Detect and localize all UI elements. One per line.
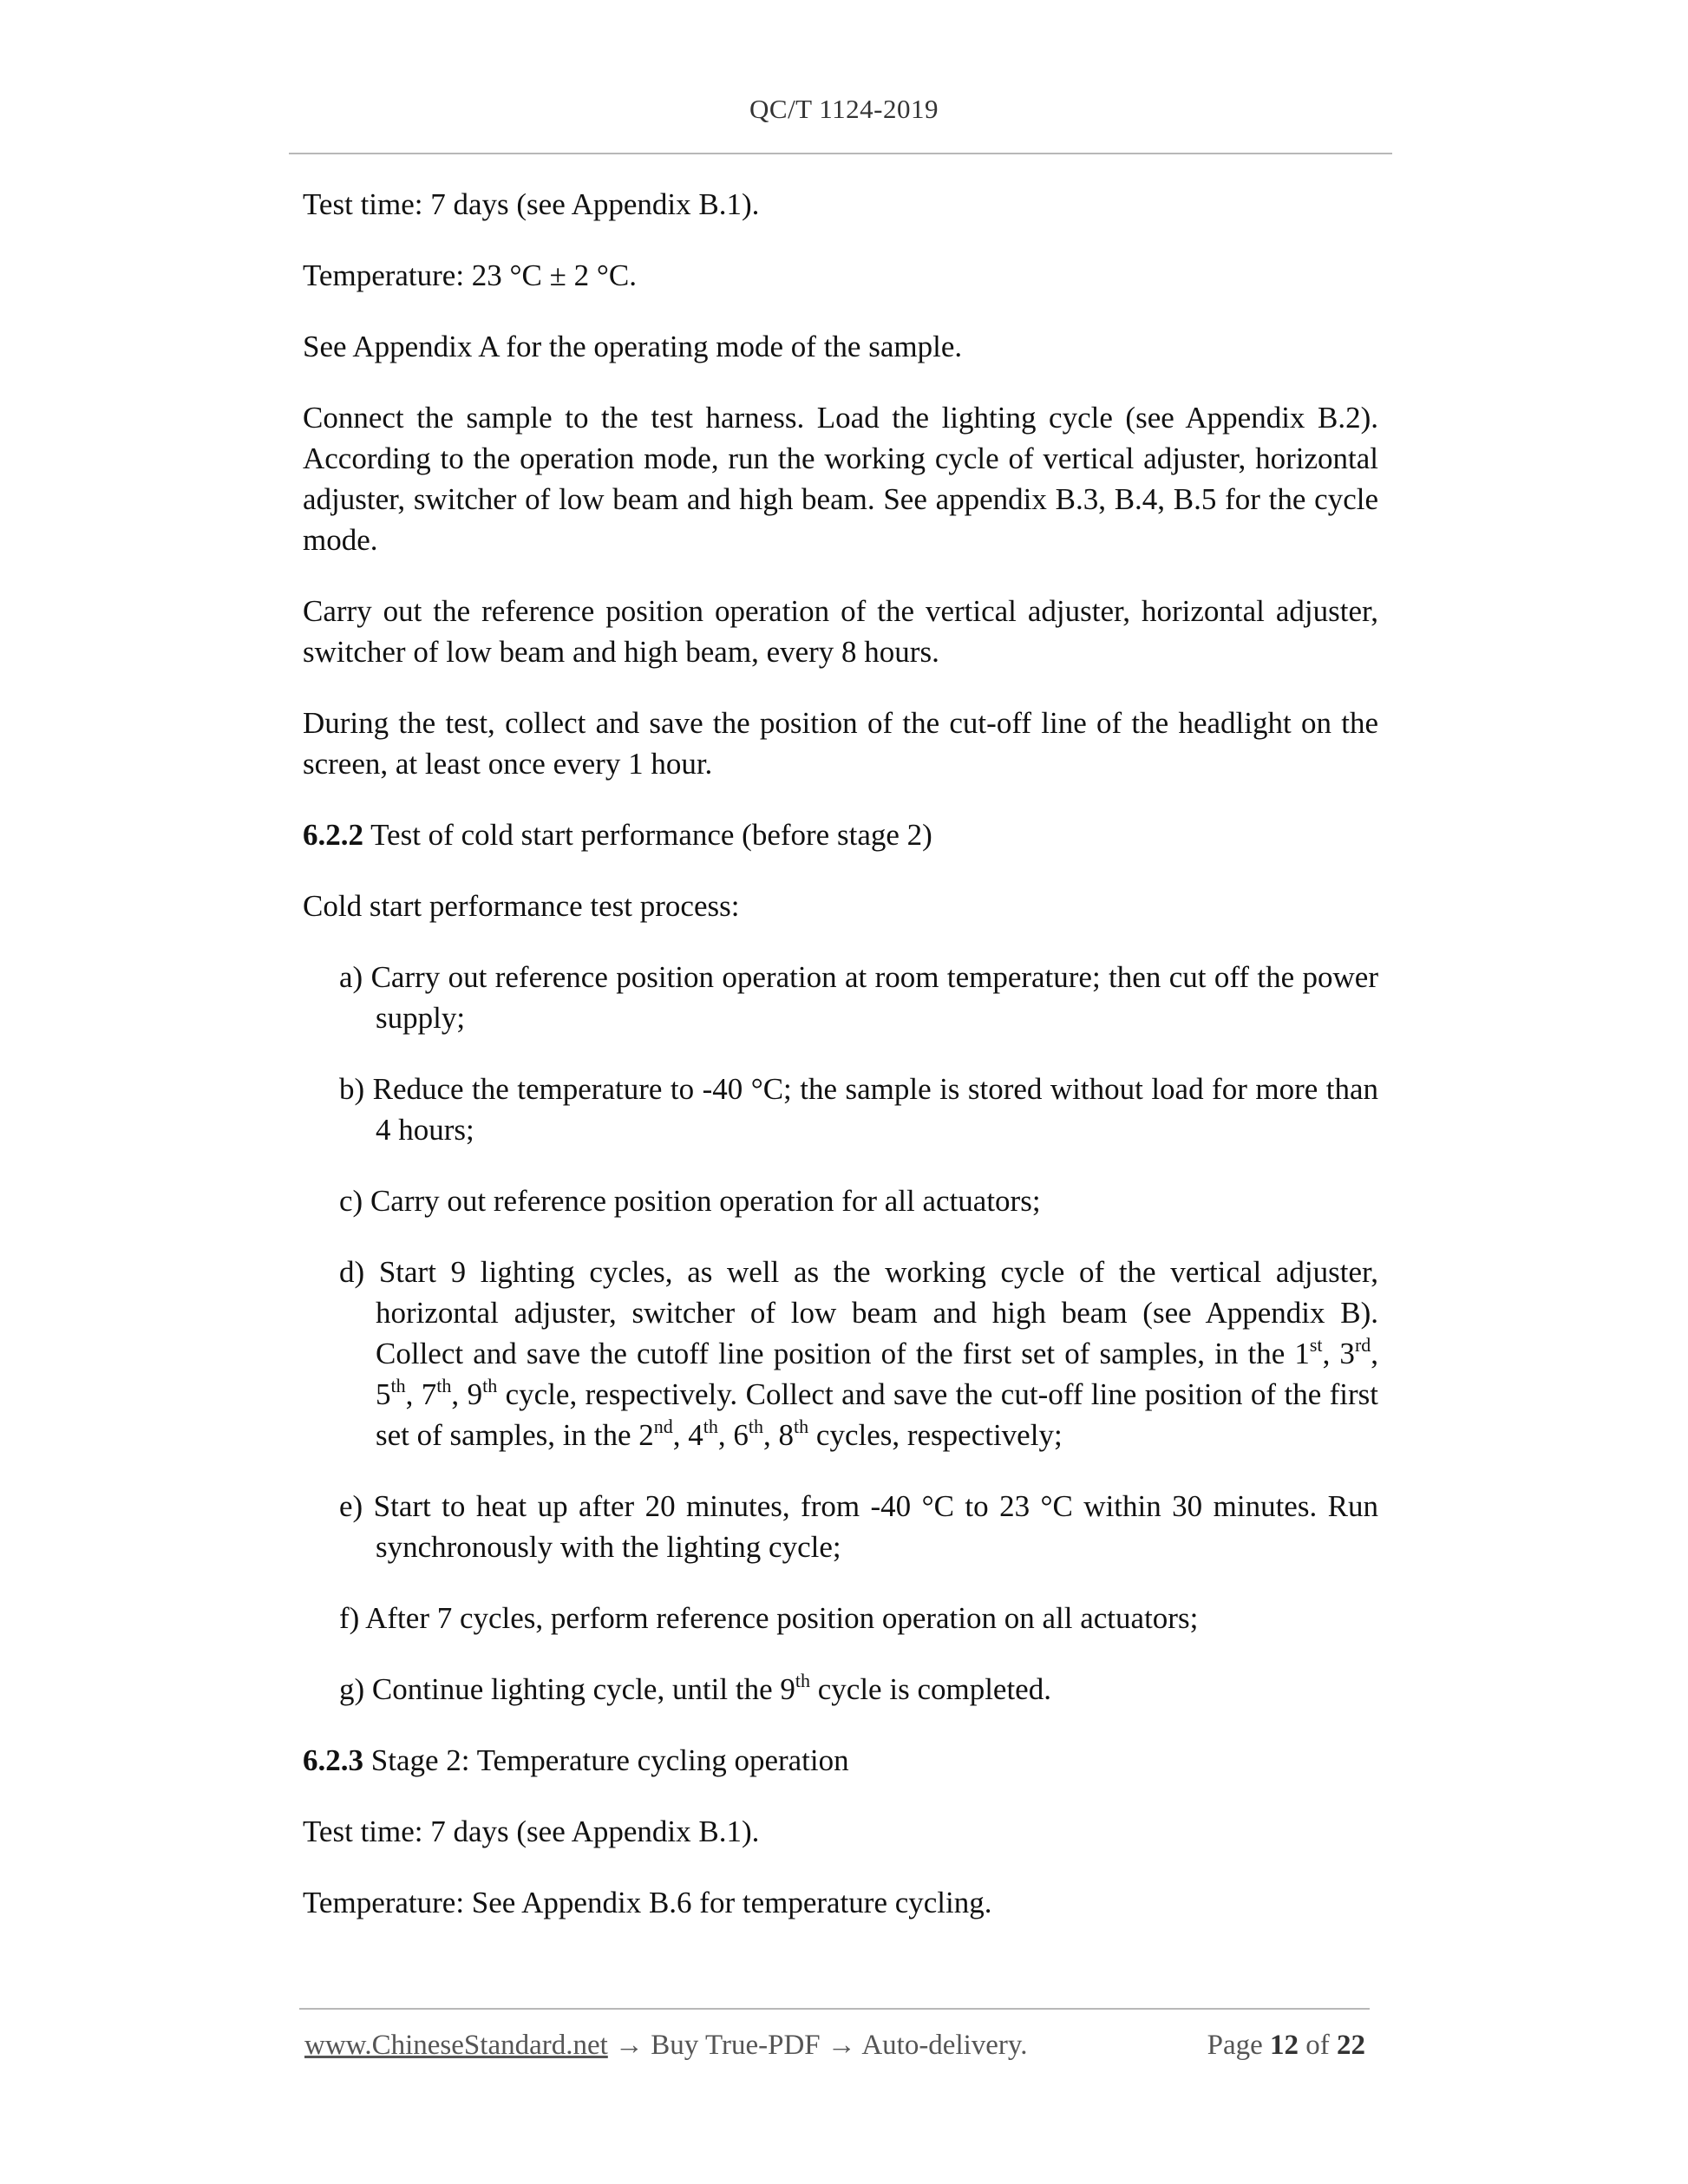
arrow-icon: → (820, 2030, 862, 2061)
list-item-c: c) Carry out reference position operation for all actuators; (339, 1184, 1041, 1218)
total-pages: 22 (1337, 2030, 1365, 2061)
list-item-e: e) Start to heat up after 20 minutes, from -40 °C to 23 °C within 30 minutes. Run synchronously with the lighting cycle; (339, 1489, 1378, 1564)
page-label: Page (1207, 2030, 1270, 2061)
list-item-a: a) Carry out reference position operation at room temperature; then cut off the power supply; (339, 960, 1378, 1035)
page-header (0, 94, 1688, 125)
test-time-paragraph: Test time: 7 days (see Appendix B.1). (303, 187, 760, 221)
section-heading-6-2-3 (303, 1740, 1378, 1781)
section-number: 6.2.3 (303, 1743, 363, 1777)
temperature-paragraph: Temperature: 23 °C ± 2 °C. (303, 258, 637, 292)
document-code: QC/T 1124-2019 (749, 94, 939, 124)
document-body (303, 184, 1378, 1953)
section-number: 6.2.2 (303, 818, 363, 852)
section-heading-6-2-2 (303, 814, 1378, 855)
buy-true-pdf-text: Buy True-PDF (651, 2030, 821, 2061)
list-item-f: f) After 7 cycles, perform reference position operation on all actuators; (339, 1601, 1199, 1635)
section-title: Test of cold start performance (before stage 2) (363, 818, 932, 852)
connect-paragraph: Connect the sample to the test harness. Load the lighting cycle (see Appendix B.2). According to the operation mode, run the working cycle of vertical adjuster, horizontal adjuster, switcher of low beam and high beam. See appendix B.3, B.4, B.5 for the cycle mode. (303, 401, 1378, 557)
temperature-paragraph-2: Temperature: See Appendix B.6 for temperature cycling. (303, 1886, 992, 1919)
cold-start-intro: Cold start performance test process: (303, 889, 740, 923)
of-label: of (1299, 2030, 1337, 2061)
list-item-g: g) Continue lighting cycle, until the 9th cycle is completed. (339, 1670, 1051, 1706)
section-title: Stage 2: Temperature cycling operation (363, 1743, 849, 1777)
arrow-icon: → (607, 2030, 651, 2061)
reference-paragraph: Carry out the reference position operation of the vertical adjuster, horizontal adjuster, switcher of low beam and high beam, every 8 hours. (303, 594, 1378, 669)
header-divider (289, 153, 1392, 154)
footer-divider (299, 2008, 1370, 2010)
website-link[interactable]: www.ChineseStandard.net (304, 2030, 608, 2061)
list-item-d: d) Start 9 lighting cycles, as well as the working cycle of the vertical adjuster, horizontal adjuster, switcher of low beam and high beam (see Appendix B). Collect and save the cutoff line position of the first set of samples, in the 1st, 3rd, 5th, 7th, 9th cycle, respectively. Collect and save the cut-off line position of the first set of samples, in the 2nd, 4th, 6th, 8th cycles, respectively; (339, 1255, 1379, 1452)
page-number (1207, 2030, 1365, 2062)
auto-delivery-text: Auto-delivery. (861, 2030, 1028, 2061)
footer-links (304, 2030, 1028, 2062)
test-time-paragraph-2: Test time: 7 days (see Appendix B.1). (303, 1815, 760, 1848)
collect-paragraph: During the test, collect and save the position of the cut-off line of the headlight on the screen, at least once every 1 hour. (303, 706, 1378, 781)
list-item-b: b) Reduce the temperature to -40 °C; the sample is stored without load for more than 4 hours; (339, 1072, 1378, 1147)
current-page: 12 (1270, 2030, 1299, 2061)
operating-mode-paragraph: See Appendix A for the operating mode of the sample. (303, 330, 963, 363)
